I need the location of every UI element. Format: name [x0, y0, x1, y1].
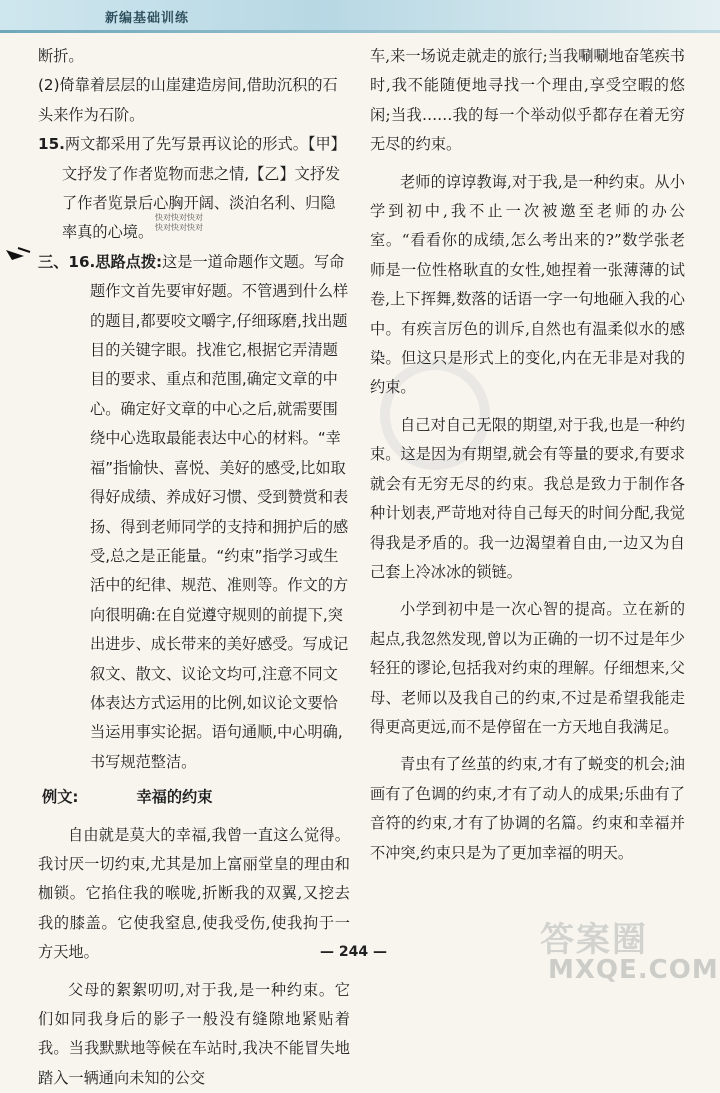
answer-15-text: 两文都采用了先写景再议论的形式。【甲】文抒发了作者览物而悲之情,【乙】文抒发了作者览景后心胸开阔、淡泊名利、归隐率真的心境。 [62, 135, 346, 242]
essay-paragraph-3: 老师的谆谆教诲,对于我,是一种约束。从小学到初中,我不止一次被邀至老师的办公室。“看看你的成绩,怎么考出来的?”数学张老师是一位性格耿直的女性,她捏着一张薄薄的试卷,上下挥舞,数落的话语一字一句地砸入我的心中。有疾言厉色的训斥,自然也有温柔似水的感染。但这只是形式上的变化,内在无非是对我的约束。 [370, 172, 685, 397]
header-title: 新编基础训练 [105, 11, 190, 26]
essay-paragraph-4: 自己对自己无限的期望,对于我,也是一种约束。这是因为有期望,就会有等量的要求,有要求就会有无穷无尽的约束。我总是致力于制作各种计划表,严苛地对待自己每天的时间分配,我觉得我是矛盾的。我一边渴望着自由,一边又为自己套上冷冰冰的锁链。 [370, 415, 685, 581]
answer-line-cont: 断折。 [38, 47, 84, 65]
stamp-line-1: 快对快对快对 [155, 213, 203, 222]
question-number-16: 16. [68, 252, 96, 271]
question-number-15: 15. [38, 135, 65, 154]
section-label-3: 三、 [38, 252, 69, 271]
watermark-logo: 答案圈 [540, 920, 648, 960]
left-column [38, 42, 350, 1093]
header-divider [0, 30, 720, 33]
hint-label: 思路点拨: [95, 252, 163, 271]
essay-title: 幸福的约束 [136, 788, 213, 807]
stamp-watermark [155, 213, 203, 233]
answer-14-2: (2)倚靠着层层的山崖建造房间,借助沉积的石头来作为石阶。 [38, 76, 338, 124]
page-number: — 244 — [320, 944, 387, 960]
essay-paragraph-2-continued: 车,来一场说走就走的旅行;当我唰唰地奋笔疾书时,我不能随便地寻找一个理由,享受空暇的悠闲;当我……我的每一个举动似乎都存在着无穷无尽的约束。 [370, 47, 685, 154]
stamp-line-2: 快对快对快对 [155, 223, 203, 232]
watermark-url: MXQE.COM [548, 955, 719, 985]
pen-mark-icon [4, 244, 32, 264]
essay-paragraph-2: 父母的絮絮叨叨,对于我,是一种约束。它们如同我身后的影子一般没有缝隙地紧贴着我。当我默默地等候在车站时,我决不能冒失地踏入一辆通向未知的公交 [38, 980, 350, 1087]
essay-paragraph-5: 小学到初中是一次心智的提高。立在新的起点,我忽然发现,曾以为正确的一切不过是年少轻狂的谬论,包括我对约束的理解。仔细想来,父母、老师以及我自己的约束,不过是希望我能走得更高更远,而不是停留在一方天地自我满足。 [370, 600, 685, 736]
essay-paragraph-6: 青虫有了丝茧的约束,才有了蜕变的机会;油画有了色调的约束,才有了动人的成果;乐曲有了音符的约束,才有了协调的名篇。约束和幸福并不冲突,约束只是为了更加幸福的明天。 [370, 755, 685, 862]
answer-16-text: 这是一道命题作文题。写命题作文首先要审好题。不管遇到什么样的题目,都要咬文嚼字,仔细琢磨,找出题目的关键字眼。找准它,根据它弄清题目的要求、重点和范围,确定文章的中心。确定好文章的中心之后,就需要围绕中心选取最能表达中心的材料。“幸福”指愉快、喜悦、美好的感受,比如取得好成绩、养成好习惯、受到赞赏和表扬、得到老师同学的支持和拥护后的感受,总之是正能量。“约束”指学习或生活中的纪律、规范、准则等。作文的方向很明确:在自觉遵守规则的前提下,突出进步、成长带来的美好感受。写成记叙文、散文、议论文均可,注意不同文体表达方式运用的比例,如议论文要恰当运用事实论据。语句通顺,中心明确,书写规范整洁。 [90, 252, 349, 771]
answer-16 [38, 248, 350, 777]
essay-paragraph-1: 自由就是莫大的幸福,我曾一直这么觉得。我讨厌一切约束,尤其是加上富丽堂皇的理由和枷锁。它掐住我的喉咙,折断我的双翼,又挖去我的膝盖。它使我窒息,使我受伤,使我拘于一方天地。 [38, 825, 350, 962]
essay-heading [42, 783, 350, 812]
essay-label: 例文: [42, 788, 79, 807]
right-column [370, 42, 685, 868]
